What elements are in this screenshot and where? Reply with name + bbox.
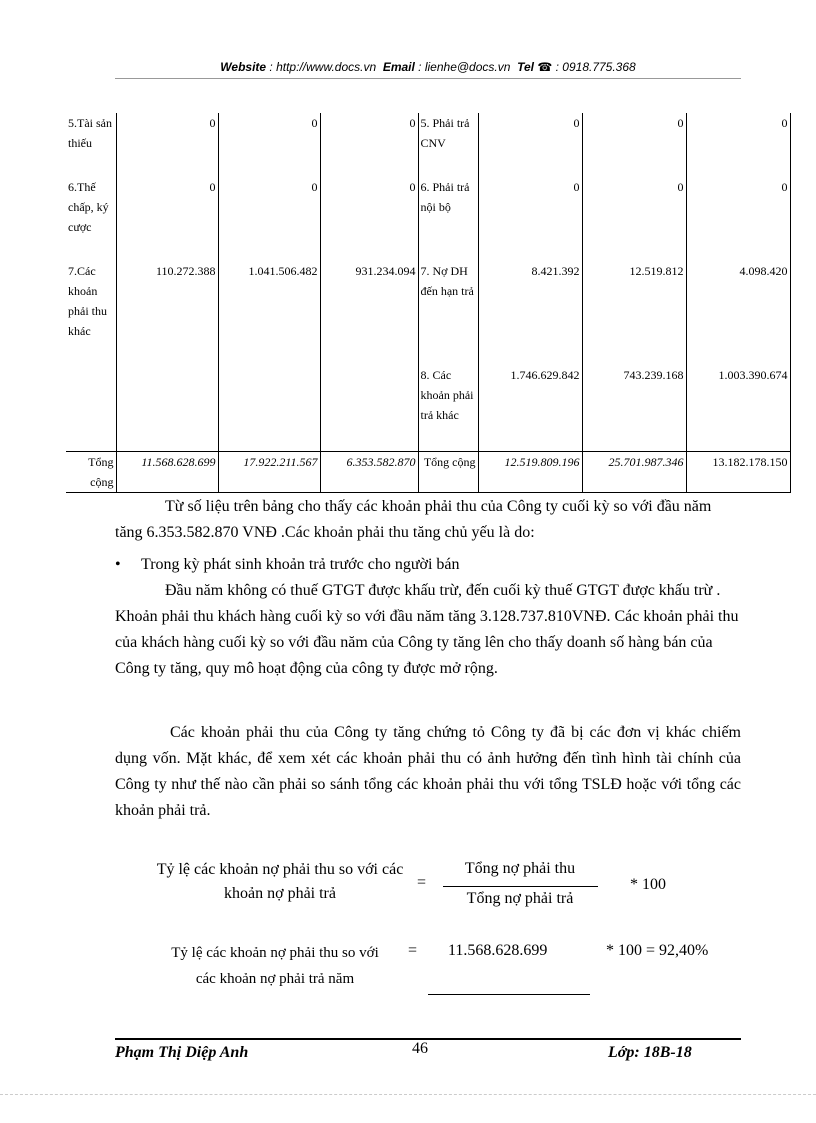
total-cell: 17.922.211.567 bbox=[218, 451, 320, 492]
row-label: 5.Tài sản thiếu bbox=[68, 116, 112, 150]
formula1-equals: = bbox=[417, 874, 427, 891]
footer-divider bbox=[115, 1038, 741, 1040]
financial-table bbox=[66, 113, 791, 493]
table-cell: 0 bbox=[686, 113, 790, 177]
table-cell: 1.041.506.482 bbox=[218, 261, 320, 365]
table-row bbox=[66, 365, 790, 451]
row-label: 6.Thế chấp, ký cược bbox=[68, 180, 109, 234]
table-row bbox=[66, 261, 790, 365]
formula2-label: Tỷ lệ các khoản nợ phải thu so với các khoản nợ phải trả năm bbox=[171, 945, 379, 987]
formula1-multiplier: * 100 bbox=[630, 876, 666, 893]
table-cell: 0 bbox=[582, 113, 686, 177]
table-cell: 12.519.812 bbox=[582, 261, 686, 365]
total-cell: 25.701.987.346 bbox=[582, 451, 686, 492]
footer-class: Lớp: 18B-18 bbox=[608, 1044, 692, 1061]
formula2-equals: = bbox=[408, 942, 418, 959]
table-cell: 0 bbox=[686, 177, 790, 261]
table-cell: 1.746.629.842 bbox=[478, 365, 582, 451]
email-label: Email bbox=[382, 60, 415, 74]
table-cell: 743.239.168 bbox=[582, 365, 686, 451]
paragraph-intro: Từ số liệu trên bảng cho thấy các khoản phải thu của Công ty cuối kỳ so với đầu năm tăng 6.353.582.870 VNĐ .Các khoản phải thu tăng chủ yếu là do: bbox=[115, 498, 712, 541]
table-cell: 0 bbox=[478, 113, 582, 177]
table-cell: 0 bbox=[478, 177, 582, 261]
table-cell: 0 bbox=[320, 177, 418, 261]
paragraph-vat: Đầu năm không có thuế GTGT được khấu trừ, đến cuối kỳ thuế GTGT được khấu trừ . Khoản phải thu khách hàng cuối kỳ so với đầu năm tăng 3.128.737.810VNĐ. Các khoản phải thu của khách hàng cuối kỳ so với đầu năm của Công ty tăng lên cho thấy doanh số hàng bán của Công ty tăng, quy mô hoạt động của công ty được mở rộng. bbox=[115, 582, 739, 677]
email-address[interactable]: : lienhe@docs.vn bbox=[418, 60, 511, 74]
formula1-numerator: Tổng nợ phải thu bbox=[464, 860, 576, 877]
row-label bbox=[66, 365, 116, 451]
table-cell: 931.234.094 bbox=[320, 261, 418, 365]
paragraph-analysis: Các khoản phải thu của Công ty tăng chứng tỏ Công ty đã bị các đơn vị khác chiếm dụng vốn. Mặt khác, để xem xét các khoản phải thu có ảnh hưởng đến tình hình tài chính của Công ty như thế nào cần phải so sánh tổng các khoản phải thu với tổng TSLĐ hoặc với tổng các khoản phải trả. bbox=[115, 724, 741, 819]
table-cell bbox=[116, 365, 218, 451]
tel-label: Tel bbox=[517, 60, 534, 74]
row-label: 8. Các khoản phải trả khác bbox=[418, 365, 478, 451]
tel-number: : 0918.775.368 bbox=[555, 60, 636, 74]
table-cell: 8.421.392 bbox=[478, 261, 582, 365]
website-label: Website bbox=[220, 60, 267, 74]
page-number: 46 bbox=[412, 1040, 428, 1057]
table-cell: 0 bbox=[218, 177, 320, 261]
table-cell: 110.272.388 bbox=[116, 261, 218, 365]
formula2-numerator: 11.568.628.699 bbox=[448, 942, 548, 959]
formula1-fraction-line bbox=[443, 886, 598, 887]
total-cell: 12.519.809.196 bbox=[478, 451, 582, 492]
phone-icon: ☎ bbox=[537, 60, 553, 74]
total-row bbox=[66, 451, 790, 492]
total-cell: 11.568.628.699 bbox=[116, 451, 218, 492]
row-label: 7. Nợ DH đến hạn trả bbox=[418, 261, 478, 365]
bullet-text: Trong kỳ phát sinh khoản trả trước cho người bán bbox=[141, 556, 460, 573]
table-cell: 0 bbox=[116, 113, 218, 177]
row-label: 5. Phải trả CNV bbox=[418, 113, 478, 177]
formula2-fraction-line bbox=[428, 994, 590, 995]
footer-author: Phạm Thị Diệp Anh bbox=[115, 1044, 249, 1061]
formula1-denominator: Tổng nợ phải trả bbox=[466, 890, 574, 907]
table-cell: 4.098.420 bbox=[686, 261, 790, 365]
bullet-item bbox=[115, 552, 741, 578]
total-label: Tổng cộng bbox=[66, 451, 116, 492]
bullet-icon: • bbox=[115, 556, 121, 573]
website-url[interactable]: : http://www.docs.vn bbox=[269, 60, 377, 74]
total-cell: 13.182.178.150 bbox=[686, 451, 790, 492]
row-label: 6. Phải trả nội bộ bbox=[418, 177, 478, 261]
page-header bbox=[115, 60, 741, 74]
table-cell: 1.003.390.674 bbox=[686, 365, 790, 451]
row-label: 7.Các khoản phải thu khác bbox=[68, 264, 107, 338]
formula1-label: Tỷ lệ các khoản nợ phải thu so với các khoản nợ phải trả bbox=[156, 861, 404, 902]
table-cell: 0 bbox=[320, 113, 418, 177]
total-cell: 6.353.582.870 bbox=[320, 451, 418, 492]
table-row bbox=[66, 177, 790, 261]
table-cell bbox=[218, 365, 320, 451]
table-cell bbox=[320, 365, 418, 451]
table-cell: 0 bbox=[218, 113, 320, 177]
table-row bbox=[66, 113, 790, 177]
total-label: Tổng cộng bbox=[418, 451, 478, 492]
page-edge-divider bbox=[0, 1094, 816, 1095]
table-cell: 0 bbox=[116, 177, 218, 261]
header-divider bbox=[115, 78, 741, 79]
formula2-result: * 100 = 92,40% bbox=[606, 942, 709, 959]
table-cell: 0 bbox=[582, 177, 686, 261]
